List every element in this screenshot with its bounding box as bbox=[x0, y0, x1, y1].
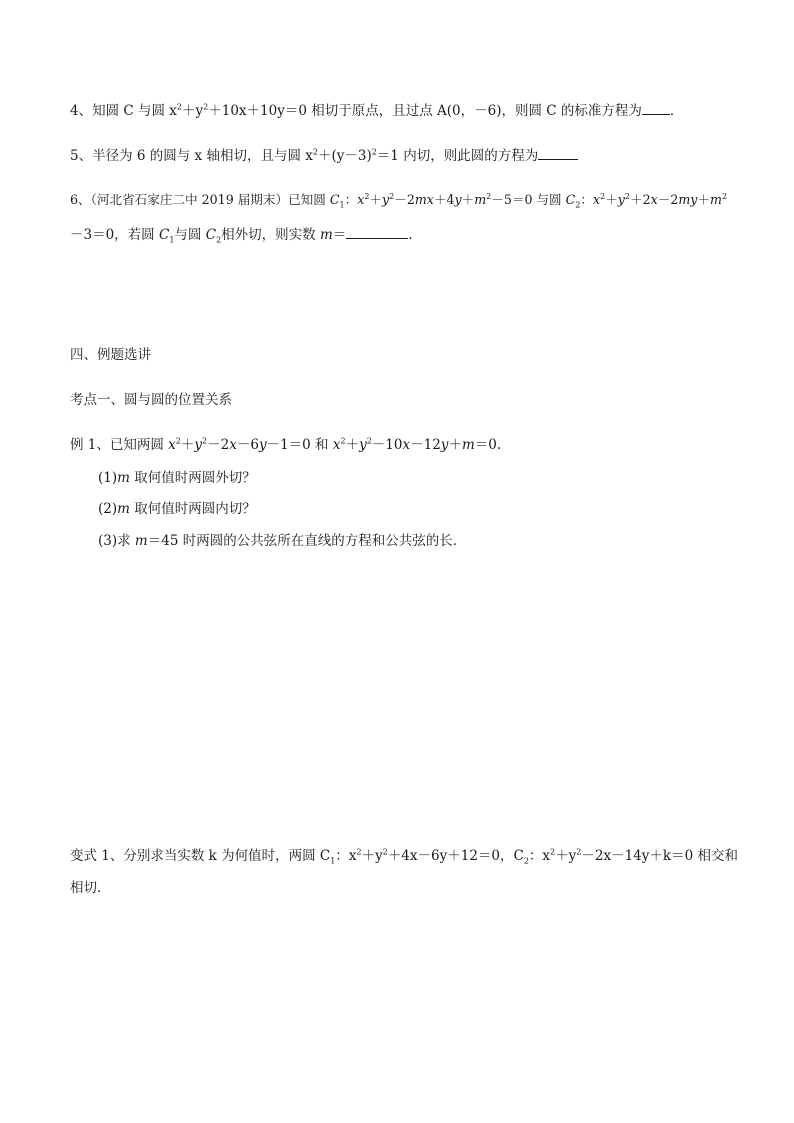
question-5: 5、半径为 6 的圆与 x 轴相切，且与圆 $x^2+(y-3)^2=1$ 内切，则此圆的方程为 bbox=[70, 145, 578, 166]
question-6-continued: －3＝0，若圆 $C_1$与圆 $C_2$相外切，则实数 m＝ . bbox=[70, 224, 413, 245]
answer-blank[interactable] bbox=[538, 145, 578, 160]
example-1: 例 1、已知两圆 $x^2+y^2-2x-6y-1=0$ 和 $x^2+y^2-10x-12y+m=0$. bbox=[70, 436, 502, 453]
question-6: 6、（河北省石家庄二中 2019 届期末）已知圆 $C_1$：$x^2+y^2-2mx+4y+m^2-5=0$ 与圆 $C_2$：$x^2+y^2+2x-2my+m^2$ bbox=[70, 191, 728, 210]
question-4: 4、知圆 C 与圆 $x^2+y^2+10x+10y=0$ 相切于原点，且过点 A(0，－6)，则圆 C 的标准方程为 ． bbox=[70, 100, 683, 121]
example-1-part-3: (3)求 m＝45 时两圆的公共弦所在直线的方程和公共弦的长． bbox=[98, 533, 467, 549]
variant-1: 变式 1、分别求当实数 k 为何值时，两圆 $C_1$：$x^2+y^2+4x-6y+12=0$，$C_2$：$x^2+y^2-2x-14y+k=0$ 相交和 bbox=[70, 847, 738, 866]
example-1-part-2: (2)m 取何值时两圆内切？ bbox=[98, 501, 256, 517]
section-title: 四、例题选讲 bbox=[70, 347, 151, 363]
answer-blank[interactable] bbox=[642, 100, 670, 115]
variant-1-continued: 相切． bbox=[70, 880, 111, 896]
example-1-part-1: (1)m 取何值时两圆外切？ bbox=[98, 470, 256, 486]
topic-title: 考点一、圆与圆的位置关系 bbox=[70, 392, 232, 408]
answer-blank[interactable] bbox=[346, 224, 408, 239]
